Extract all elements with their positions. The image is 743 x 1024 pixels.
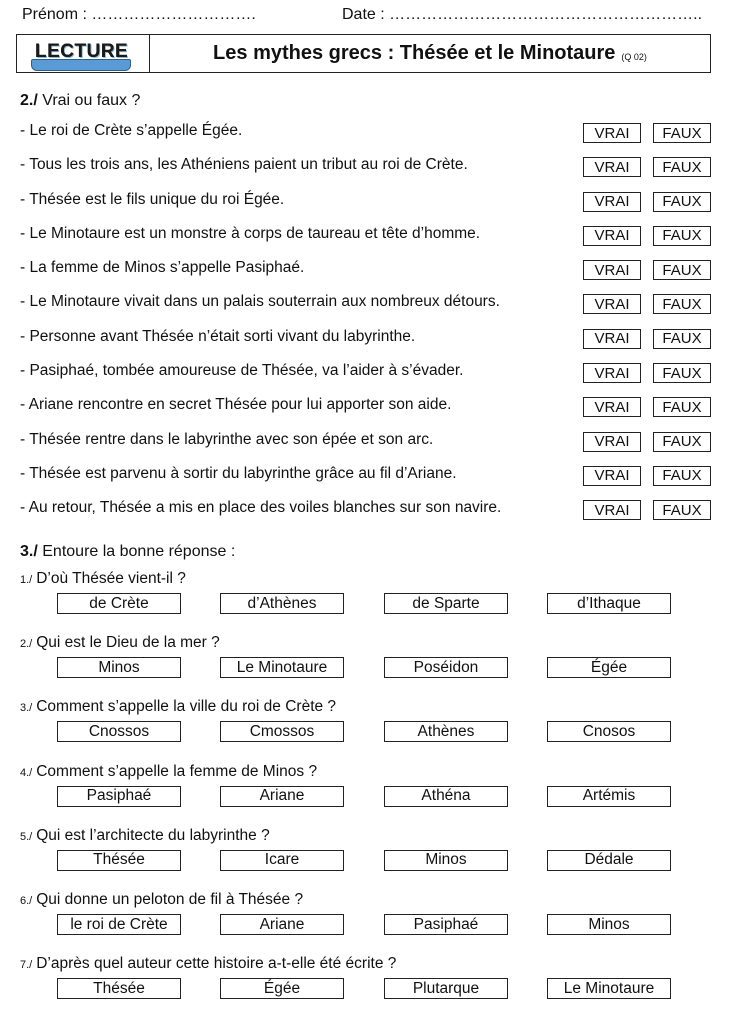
- vrai-box[interactable]: VRAI: [583, 157, 641, 177]
- answer-option[interactable]: Minos: [384, 850, 508, 871]
- question-label: Qui est le Dieu de la mer ?: [36, 634, 220, 652]
- statement-text: - Thésée est le fils unique du roi Égée.: [20, 190, 285, 208]
- answer-option[interactable]: Cnossos: [57, 721, 181, 742]
- statement-text: - Au retour, Thésée a mis en place des voiles blanches sur son navire.: [20, 499, 502, 517]
- worksheet-header: [16, 34, 711, 73]
- question-number: 2./: [20, 638, 33, 651]
- answer-options: [0, 914, 743, 936]
- statement-text: - Le Minotaure est un monstre à corps de taureau et tête d’homme.: [20, 224, 481, 242]
- question-number: 5./: [20, 830, 33, 843]
- answer-option[interactable]: Cnosos: [547, 721, 671, 742]
- answer-option[interactable]: Dédale: [547, 850, 671, 871]
- faux-box[interactable]: FAUX: [653, 123, 711, 143]
- vrai-faux-row: [0, 354, 743, 388]
- answer-options: [0, 786, 743, 808]
- question-number: 3./: [20, 702, 33, 715]
- logo-text: LECTURE: [35, 41, 129, 62]
- date-field[interactable]: Date : …………………………………………………..: [342, 6, 703, 23]
- section-instruction: Entoure la bonne réponse :: [42, 543, 236, 560]
- question-label: D’après quel auteur cette histoire a-t-elle été écrite ?: [36, 955, 397, 973]
- faux-box[interactable]: FAUX: [653, 226, 711, 246]
- answer-option[interactable]: Minos: [57, 657, 181, 678]
- question-text: [20, 570, 186, 588]
- title-cell: [150, 35, 710, 72]
- statement-text: - Personne avant Thésée n’était sorti vivant du labyrinthe.: [20, 327, 416, 345]
- qcm-question: [0, 763, 743, 827]
- answer-option[interactable]: Thésée: [57, 978, 181, 999]
- statement-text: - Thésée est parvenu à sortir du labyrinthe grâce au fil d’Ariane.: [20, 464, 457, 482]
- answer-option[interactable]: Plutarque: [384, 978, 508, 999]
- answer-options: [0, 593, 743, 615]
- answer-options: [0, 721, 743, 743]
- answer-option[interactable]: Cmossos: [220, 721, 344, 742]
- section-qcm-title: [20, 543, 235, 561]
- answer-option[interactable]: Égée: [547, 657, 671, 678]
- vrai-faux-row: [0, 217, 743, 251]
- answer-option[interactable]: Le Minotaure: [220, 657, 344, 678]
- prenom-field[interactable]: Prénom : ………………………….: [22, 6, 256, 23]
- statement-text: - Le roi de Crète s’appelle Égée.: [20, 122, 243, 139]
- answer-option[interactable]: Poséidon: [384, 657, 508, 678]
- statement-text: - Ariane rencontre en secret Thésée pour lui apporter son aide.: [20, 396, 452, 414]
- vrai-box[interactable]: VRAI: [583, 226, 641, 246]
- section-number: 3./: [20, 543, 38, 560]
- vrai-box[interactable]: VRAI: [583, 500, 641, 520]
- section-vrai-faux-title: [20, 92, 140, 110]
- vrai-box[interactable]: VRAI: [583, 294, 641, 314]
- answer-option[interactable]: le roi de Crète: [57, 914, 181, 935]
- faux-box[interactable]: FAUX: [653, 466, 711, 486]
- answer-option[interactable]: Athéna: [384, 786, 508, 807]
- answer-option[interactable]: d’Ithaque: [547, 593, 671, 614]
- question-text: [20, 891, 303, 909]
- answer-option[interactable]: d’Athènes: [220, 593, 344, 614]
- question-label: Comment s’appelle la femme de Minos ?: [36, 762, 318, 780]
- question-number: 1./: [20, 574, 33, 586]
- qcm-question: [0, 827, 743, 891]
- lecture-logo: [17, 35, 150, 72]
- faux-box[interactable]: FAUX: [653, 157, 711, 177]
- vrai-box[interactable]: VRAI: [583, 363, 641, 383]
- vrai-faux-row: [0, 183, 743, 217]
- answer-option[interactable]: Pasiphaé: [57, 786, 181, 807]
- student-info-line: [22, 6, 721, 28]
- question-text: [20, 763, 317, 781]
- qcm-question: [0, 698, 743, 762]
- vrai-faux-row: [0, 251, 743, 285]
- question-label: Qui est l’architecte du labyrinthe ?: [36, 826, 270, 844]
- faux-box[interactable]: FAUX: [653, 397, 711, 417]
- statement-text: - Thésée rentre dans le labyrinthe avec son épée et son arc.: [20, 430, 434, 448]
- question-text: [20, 698, 336, 716]
- section-number: 2./: [20, 92, 38, 109]
- section-instruction: Vrai ou faux ?: [42, 92, 141, 109]
- page-title: Les mythes grecs : Thésée et le Minotaure: [213, 42, 616, 64]
- answer-option[interactable]: Artémis: [547, 786, 671, 807]
- vrai-faux-row: [0, 148, 743, 182]
- faux-box[interactable]: FAUX: [653, 432, 711, 452]
- worksheet-code: (Q 02): [621, 51, 647, 62]
- vrai-box[interactable]: VRAI: [583, 192, 641, 212]
- answer-options: [0, 657, 743, 679]
- answer-option[interactable]: Ariane: [220, 786, 344, 807]
- vrai-faux-row: [0, 423, 743, 457]
- answer-option[interactable]: Ariane: [220, 914, 344, 935]
- statement-text: - La femme de Minos s’appelle Pasiphaé.: [20, 259, 305, 277]
- answer-option[interactable]: Minos: [547, 914, 671, 935]
- qcm-question: [0, 634, 743, 698]
- question-text: [20, 955, 396, 973]
- faux-box[interactable]: FAUX: [653, 294, 711, 314]
- answer-option[interactable]: de Crète: [57, 593, 181, 614]
- answer-option[interactable]: de Sparte: [384, 593, 508, 614]
- qcm-question: [0, 570, 743, 634]
- qcm-question: [0, 955, 743, 1019]
- question-number: 6./: [20, 895, 33, 907]
- faux-box[interactable]: FAUX: [653, 260, 711, 280]
- vrai-faux-row: [0, 491, 743, 525]
- faux-box[interactable]: FAUX: [653, 363, 711, 383]
- answer-option[interactable]: Égée: [220, 978, 344, 999]
- vrai-box[interactable]: VRAI: [583, 260, 641, 280]
- question-text: [20, 634, 220, 652]
- vrai-faux-row: [0, 114, 743, 148]
- answer-option[interactable]: Icare: [220, 850, 344, 871]
- vrai-faux-row: [0, 388, 743, 422]
- question-label: D’où Thésée vient-il ?: [36, 570, 186, 587]
- vrai-box[interactable]: VRAI: [583, 123, 641, 143]
- statement-text: - Tous les trois ans, les Athéniens paient un tribut au roi de Crète.: [20, 156, 468, 174]
- answer-options: [0, 850, 743, 872]
- vrai-box[interactable]: VRAI: [583, 432, 641, 452]
- answer-option[interactable]: Athènes: [384, 721, 508, 742]
- vrai-faux-row: [0, 320, 743, 354]
- answer-option[interactable]: Le Minotaure: [547, 978, 671, 999]
- question-number: 4./: [20, 766, 33, 779]
- answer-options: [0, 978, 743, 1000]
- answer-option[interactable]: Pasiphaé: [384, 914, 508, 935]
- vrai-box[interactable]: VRAI: [583, 397, 641, 417]
- vrai-faux-row: [0, 457, 743, 491]
- vrai-box[interactable]: VRAI: [583, 329, 641, 349]
- qcm-question: [0, 891, 743, 955]
- question-text: [20, 827, 270, 845]
- faux-box[interactable]: FAUX: [653, 500, 711, 520]
- vrai-faux-list: [0, 114, 743, 526]
- faux-box[interactable]: FAUX: [653, 192, 711, 212]
- question-label: Qui donne un peloton de fil à Thésée ?: [36, 891, 304, 908]
- statement-text: - Le Minotaure vivait dans un palais souterrain aux nombreux détours.: [20, 293, 500, 311]
- statement-text: - Pasiphaé, tombée amoureuse de Thésée, va l’aider à s’évader.: [20, 362, 464, 380]
- question-number: 7./: [20, 959, 33, 972]
- vrai-faux-row: [0, 285, 743, 319]
- vrai-box[interactable]: VRAI: [583, 466, 641, 486]
- question-label: Comment s’appelle la ville du roi de Crète ?: [36, 698, 337, 716]
- faux-box[interactable]: FAUX: [653, 329, 711, 349]
- answer-option[interactable]: Thésée: [57, 850, 181, 871]
